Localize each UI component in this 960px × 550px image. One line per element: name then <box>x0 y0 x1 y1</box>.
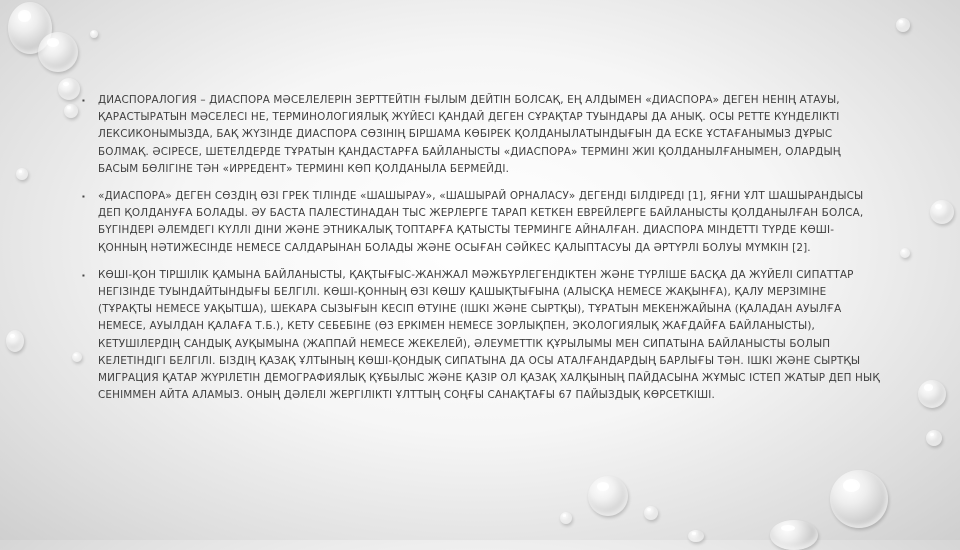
water-drop-decoration <box>896 18 910 32</box>
water-drop-decoration <box>64 104 78 118</box>
water-drop-decoration <box>6 330 24 352</box>
water-drop-decoration <box>900 248 910 258</box>
bullet-list <box>82 92 882 414</box>
water-drop-decoration <box>926 430 942 446</box>
water-drop-decoration <box>918 380 946 408</box>
water-drop-decoration <box>16 168 28 180</box>
water-drop-decoration <box>688 530 704 542</box>
water-drop-decoration <box>830 470 888 528</box>
bullet-marker: ▪ <box>82 96 85 105</box>
water-drop-decoration <box>38 32 78 72</box>
paragraph-text: «ДИАСПОРА» ДЕГЕН СӨЗДІҢ ӨЗІ ГРЕК ТІЛІНДЕ «ШАШЫРАУ», «ШАШЫРАЙ ОРНАЛАСУ» ДЕГЕНДІ БІЛДІРЕДІ [1], ЯҒНИ ҰЛТ ШАШЫРАНДЫСЫ ДЕП ҚОЛДАНУҒА БОЛАДЫ. ӘУ БАСТА ПАЛЕСТИНАДАН ТЫС ЖЕРЛЕРГЕ ТАРАП КЕТКЕН ЕВРЕЙЛЕРГЕ БАЙЛАНЫСТЫ ҚОЛДАНЫЛҒАН БОЛСА, БҮГІНДЕРІ ӘЛЕМДЕГІ КҮЛЛІ ДІНИ ЖӘНЕ ЭТНИКАЛЫҚ ТОПТАРҒА ҚАТЫСТЫ ТЕРМИНГЕ АЙНАЛҒАН. ДИАСПОРА МІНДЕТТІ ТҮРДЕ КӨШІ-ҚОННЫҢ НӘТИЖЕСІНДЕ НЕМЕСЕ САЛДАРЫНАН БОЛАДЫ ЖӘНЕ ОСЫҒАН СӘЙКЕС ҚАЛЫПТАСУЫ ДА ӘРТҮРЛІ БОЛУЫ МҮМКІН [2]. <box>98 190 864 254</box>
paragraph-text: ДИАСПОРАЛОГИЯ – ДИАСПОРА МӘСЕЛЕЛЕРІН ЗЕРТТЕЙТІН ҒЫЛЫМ ДЕЙТІН БОЛСАҚ, ЕҢ АЛДЫМЕН «ДИАСПОРА» ДЕГЕН НЕНІҢ АТАУЫ, ҚАРАСТЫРАТЫН МӘСЕЛЕСІ НЕ, ТЕРМИНОЛОГИЯЛЫҚ ЖҮЙЕСІ ҚАНДАЙ ДЕГЕН СҰРАҚТАР ТУЫНДАРЫ ДА АНЫҚ. ОСЫ РЕТТЕ КҮНДЕЛІКТІ ЛЕКСИКОНЫМЫЗДА, БАҚ ЖҮЗІНДЕ ДИАСПОРА СӨЗІНІҢ БІРШАМА КӨБІРЕК ҚОЛДАНЫЛАТЫНДЫҒЫН ДА ЕСКЕ ҰСТАҒАНЫМЫЗ ДҰРЫС БОЛМАҚ. ӘСІРЕСЕ, ШЕТЕЛДЕРДЕ ТҰРАТЫН ҚАНДАСТАРҒА БАЙЛАНЫСТЫ «ДИАСПОРА» ТЕРМИНІ ЖИІ ҚОЛДАНЫЛҒАНЫМЕН, ОЛАРДЫҢ БАСЫМ БӨЛІГІНЕ ТӘН «ИРРЕДЕНТ» ТЕРМИНІ КӨП ҚОЛДАНЫЛА БЕРМЕЙДІ. <box>98 94 841 175</box>
water-drop-decoration <box>90 30 98 38</box>
water-drop-decoration <box>560 512 572 524</box>
water-drop-decoration <box>588 476 628 516</box>
bullet-marker: ▪ <box>82 270 85 280</box>
water-drop-decoration <box>72 352 82 362</box>
water-drop-decoration <box>644 506 658 520</box>
water-drop-decoration <box>58 78 80 100</box>
list-item <box>82 188 882 257</box>
list-item <box>82 92 882 178</box>
paragraph-text: КӨШІ-ҚОН ТІРШІЛІК ҚАМЫНА БАЙЛАНЫСТЫ, ҚАҚТЫҒЫС-ЖАНЖАЛ МӘЖБҮРЛЕГЕНДІКТЕН ЖӘНЕ ТҮРЛІШЕ БАСҚА ДА ЖҮЙЕЛІ СИПАТТАР НЕГІЗІНДЕ ТУЫНДАЙТЫНДЫҒЫ БЕЛГІЛІ. КӨШІ-ҚОННЫҢ ӨЗІ КӨШУ ҚАШЫҚТЫҒЫНА (АЛЫСҚА НЕМЕСЕ ЖАҚЫНҒА), ҚАЛУ МЕРЗІМІНЕ (ТҰРАҚТЫ НЕМЕСЕ УАҚЫТША), ШЕКАРА СЫЗЫҒЫН КЕСІП ӨТУІНЕ (ІШКІ ЖӘНЕ СЫРТҚЫ), ТҰРАТЫН МЕКЕНЖАЙЫНА (ҚАЛАДАН АУЫЛҒА НЕМЕСЕ, АУЫЛДАН ҚАЛАҒА Т.Б.), КЕТУ СЕБЕБІНЕ (ӨЗ ЕРКІМЕН НЕМЕСЕ ЗОРЛЫҚПЕН, ЭКОЛОГИЯЛЫҚ ЖАҒДАЙҒА БАЙЛАНЫСТЫ), КЕТУШІЛЕРДІҢ САНДЫҚ АУҚЫМЫНА (ЖАППАЙ НЕМЕСЕ ЖЕКЕЛЕЙ), ӘЛЕУМЕТТІК ҚҰРЫЛЫМЫ МЕН СИПАТЫНА БАЙЛАНЫСТЫ БОЛЫП КЕЛЕТІНДІГІ БЕЛГІЛІ. БІЗДІҢ ҚАЗАҚ ҰЛТЫНЫҢ КӨШІ-ҚОНДЫҚ СИПАТЫНА ДА ОСЫ АТАЛҒАНДАРДЫҢ БАРЛЫҒЫ ТӘН. ІШКІ ЖӘНЕ СЫРТҚЫ МИГРАЦИЯ ҚАТАР ЖҮРІЛЕТІН ДЕМОГРАФИЯЛЫҚ ҚҰБЫЛЫС ЖӘНЕ ҚАЗІР ОЛ ҚАЗАҚ ХАЛҚЫНЫҢ ПАЙДАСЫНА ЖҰМЫС ІСТЕП ЖАТЫР ДЕП НЫҚ СЕНІММЕН АЙТА АЛАМЫЗ. ОНЫҢ ДӘЛЕЛІ ЖЕРГІЛІКТІ ҰЛТТЫҢ СОҢҒЫ САНАҚТАҒЫ 67 ПАЙЫЗДЫҚ КӨРСЕТКІШІ. <box>98 268 880 402</box>
list-item <box>82 267 882 405</box>
water-drop-decoration <box>770 520 818 550</box>
water-drop-decoration <box>930 200 954 224</box>
bullet-marker: ▪ <box>82 192 85 202</box>
